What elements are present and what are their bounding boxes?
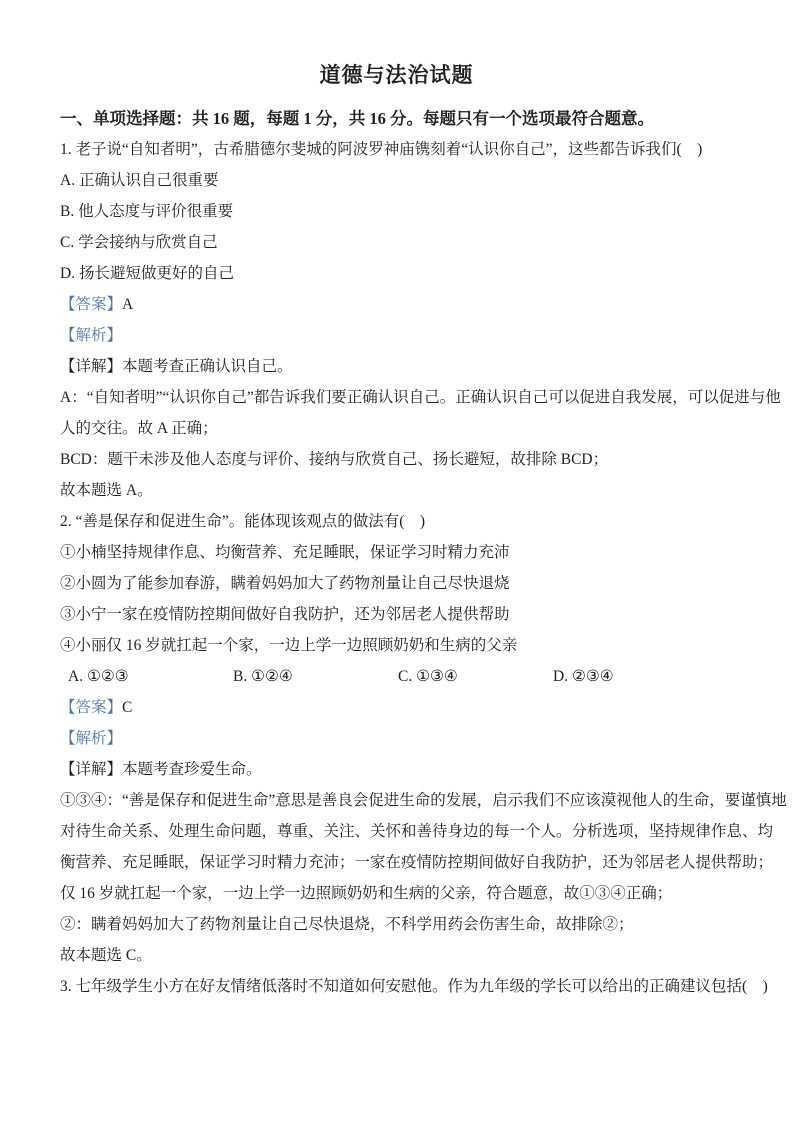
document-content bbox=[60, 103, 787, 1002]
question-1-option-a: A. 正确认识自己很重要 bbox=[60, 172, 219, 189]
answer-label: 【答案】 bbox=[60, 699, 123, 716]
question-2-options-row-item-a: A. ①②③ bbox=[68, 668, 129, 685]
explanation-2-line-4: 衡营养、充足睡眠，保证学习时精力充沛；一家在疫情防控期间做好自我防护，还为邻居老人提供帮助； bbox=[60, 854, 774, 871]
question-2-item-4: ④小丽仅 16 岁就扛起一个家，一边上学一边照顾奶奶和生病的父亲 bbox=[60, 637, 518, 654]
analysis-label: 【解析】 bbox=[60, 730, 123, 747]
explanation-1-line-3: 人的交往。故 A 正确； bbox=[60, 420, 218, 437]
explanation-2-line-1: 【详解】本题考查珍爱生命。 bbox=[60, 761, 262, 778]
question-2-options-row bbox=[60, 661, 738, 692]
question-1-option-d: D. 扬长避短做更好的自己 bbox=[60, 265, 234, 282]
explanation-2-line-3: 对待生命关系、处理生命问题，尊重、关注、关怀和善待身边的每一个人。分析选项，坚持规律作息、均 bbox=[60, 823, 774, 840]
analysis-1 bbox=[60, 320, 738, 351]
explanation-2-line-7: 故本题选 C。 bbox=[60, 947, 152, 964]
explanation-1-line-5: 故本题选 A。 bbox=[60, 482, 153, 499]
explanation-1-line-4: BCD：题干未涉及他人态度与评价、接纳与欣赏自己、扬长避短，故排除 BCD； bbox=[60, 451, 609, 468]
answer-label: 【答案】 bbox=[60, 296, 123, 313]
question-2-item-3: ③小宁一家在疫情防控期间做好自我防护，还为邻居老人提供帮助 bbox=[60, 606, 510, 623]
explanation-2-line-6: ②：瞒着妈妈加大了药物剂量让自己尽快退烧，不科学用药会伤害生命，故排除②； bbox=[60, 916, 634, 933]
answer-2 bbox=[60, 692, 738, 723]
analysis-label: 【解析】 bbox=[60, 327, 123, 344]
question-2-options-row-item-d: D. ②③④ bbox=[553, 668, 614, 685]
question-2-item-2: ②小圆为了能参加春游，瞒着妈妈加大了药物剂量让自己尽快退烧 bbox=[60, 575, 510, 592]
answer-value: C bbox=[122, 699, 133, 716]
question-2-options-row-item-c: C. ①③④ bbox=[398, 668, 458, 685]
analysis-2 bbox=[60, 723, 738, 754]
question-2-options-row-item-b: B. ①②④ bbox=[233, 668, 293, 685]
question-2-item-1: ①小楠坚持规律作息、均衡营养、充足睡眠，保证学习时精力充沛 bbox=[60, 544, 510, 561]
question-1-stem: 1. 老子说“自知者明”，古希腊德尔斐城的阿波罗神庙镌刻着“认识你自己”，这些都告诉我们( ) bbox=[60, 141, 703, 158]
document-title: 道德与法治试题 bbox=[319, 63, 474, 87]
explanation-1-line-1: 【详解】本题考查正确认识自己。 bbox=[60, 358, 293, 375]
explanation-1-line-2: A：“自知者明”“认识你自己”都告诉我们要正确认识自己。正确认识自己可以促进自我发展，可以促进与他 bbox=[60, 389, 781, 406]
section-header: 一、单项选择题：共 16 题，每题 1 分，共 16 分。每题只有一个选项最符合题意。 bbox=[60, 109, 654, 128]
answer-1 bbox=[60, 289, 738, 320]
explanation-2-line-5: 仅 16 岁就扛起一个家，一边上学一边照顾奶奶和生病的父亲，符合题意，故①③④正确； bbox=[60, 885, 673, 902]
question-1-option-c: C. 学会接纳与欣赏自己 bbox=[60, 234, 218, 251]
explanation-2-line-2: ①③④：“善是保存和促进生命”意思是善良会促进生命的发展，启示我们不应该漠视他人的生命，要谨慎地 bbox=[60, 792, 787, 809]
question-1-option-b: B. 他人态度与评价很重要 bbox=[60, 203, 234, 220]
question-3-stem: 3. 七年级学生小方在好友情绪低落时不知道如何安慰他。作为九年级的学长可以给出的正确建议包括( ) bbox=[60, 978, 768, 995]
answer-value: A bbox=[122, 296, 134, 313]
question-2-stem: 2. “善是保存和促进生命”。能体现该观点的做法有( ) bbox=[60, 513, 426, 530]
